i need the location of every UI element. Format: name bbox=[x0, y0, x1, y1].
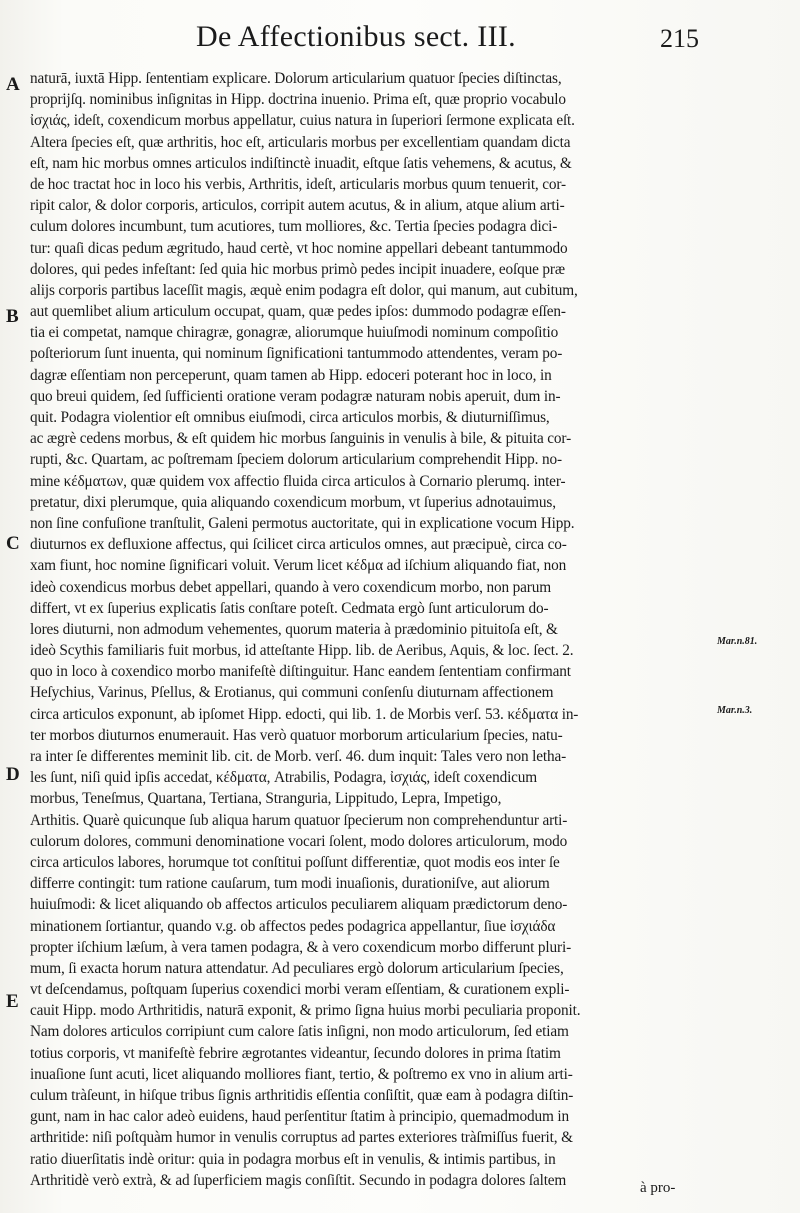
page-number: 215 bbox=[660, 24, 699, 53]
text-line: les ſunt, niſi quid ipſis accedat, κέδματα, Atrabilis, Podagra, ἰσχιάς, ideſt coxendicum bbox=[30, 769, 538, 787]
text-line: diuturnos ex defluxione affectus, qui ſcilicet circa articulos omnes, aut præcipuè, circa co- bbox=[30, 536, 567, 554]
text-line: Heſychius, Varinus, Pſellus, & Erotianus, qui communi conſenſu diuturnam affectionem bbox=[30, 684, 554, 702]
body-text bbox=[30, 68, 714, 1191]
text-line: Arthritidè verò extrà, & ad ſuperficiem magis conſiſtit. Secundo in podagra dolores ſaltem bbox=[30, 1171, 567, 1189]
text-line: tur: quaſi dicas pedum ægritudo, haud certè, vt hoc nomine appellari debeant tantummodo bbox=[30, 239, 568, 257]
text-line: ter morbos diuturnos enumerauit. Has verò quatuor morborum articularium ſpecies, natu- bbox=[30, 726, 563, 744]
margin-letter-b: B bbox=[6, 306, 19, 327]
text-line: minationem ſortiantur, quando v.g. ob affectos pedes podagrica appellantur, ſiue ἰσχιάδα bbox=[30, 917, 556, 935]
margin-letter-d: D bbox=[6, 764, 20, 785]
text-line: cauit Hipp. modo Arthritidis, naturā exponit, & primo ſigna huius morbi peculiaria proponit. bbox=[30, 1002, 581, 1020]
margin-letter-e: E bbox=[6, 991, 19, 1012]
text-line: Arthitis. Quarè quicunque ſub aliqua harum quatuor ſpecierum non comprehenduntur arti- bbox=[30, 811, 568, 829]
text-line: culorum dolores, communi denominatione vocari ſolent, modo dolores articulorum, modo bbox=[30, 832, 568, 850]
text-line: de hoc tractat hoc in loco his verbis, Arthritis, ideſt, articularis morbus quum tenuerit, cor- bbox=[30, 175, 566, 193]
text-line: poſteriorum ſunt inuenta, qui nominum ſignificationi tantummodo attendentes, veram po- bbox=[30, 345, 563, 363]
text-line: pretatur, dixi plerumque, quia aliquando coxendicum morbum, vt ſuperius adnotauimus, bbox=[30, 493, 556, 511]
catchword: à pro- bbox=[640, 1180, 676, 1196]
running-head: De Affectionibus sect. III. bbox=[196, 20, 516, 53]
text-line: xam fiunt, hoc nomine ſignificari voluit. Verum licet κέδμα ad iſchium aliquando fiat, non bbox=[30, 557, 567, 575]
text-line: Nam dolores articulos corripiunt cum calore ſatis inſigni, non modo articulorum, ſed etiam bbox=[30, 1023, 569, 1041]
text-line: differre contingit: tum ratione cauſarum, tum modi inuaſionis, durationiſve, aut aliorum bbox=[30, 875, 550, 893]
text-line: quo breui quidem, ſed ſufficienti oratione veram podagræ naturam nobis aperuit, dum in- bbox=[30, 387, 561, 405]
text-line: circa articulos exponunt, ab ipſomet Hipp. edocti, qui lib. 1. de Morbis verſ. 53. κέδματα in- bbox=[30, 705, 579, 723]
text-line: huiuſmodi: & licet aliquando ob affectos articulos peculiarem aliquam prædictorum deno- bbox=[30, 896, 568, 914]
text-line: Altera ſpecies eſt, quæ arthritis, hoc eſt, articularis morbus per excellentiam quandam dicta bbox=[30, 133, 571, 151]
text-line: culum tràſeunt, in hiſque tribus ſignis arthritidis eſſentia conſiſtit, quæ eam à podagra diſtin- bbox=[30, 1087, 574, 1104]
text-line: ripit calor, & dolor corporis, articulos, corripit autem acutus, & in alium, atque alium arti- bbox=[30, 197, 565, 215]
text-line: morbus, Teneſmus, Quartana, Tertiana, Stranguria, Lippitudo, Lepra, Impetigo, bbox=[30, 790, 502, 808]
text-line: mine κέδματων, quæ quidem vox affectio fluida circa articulos à Cornario plerumq. inter- bbox=[30, 472, 566, 490]
text-line: culum dolores incumbunt, tum acutiores, tum molliores, &c. Tertia ſpecies podagra dici- bbox=[30, 218, 558, 236]
text-line: ideò coxendicus morbus debet appellari, quando à vero coxendicum morbo, non parum bbox=[30, 578, 551, 596]
text-line: propter iſchium læſum, à vera tamen podagra, & à vero coxendicum morbo differunt pluri- bbox=[30, 938, 572, 956]
margin-note-2: Mar.n.3. bbox=[717, 705, 753, 716]
text-line: proprijſq. nominibus inſignitas in Hipp. doctrina inuenio. Prima eſt, quæ proprio vocabulo bbox=[30, 91, 566, 109]
text-line: dolores, qui pedes infeſtant: ſed quia hic morbus primò pedes incipit inuadere, eoſque præ bbox=[30, 260, 565, 278]
text-line: eſt, nam hic morbus omnes articulos indiſtinctè inuadit, eſtque ſatis vehemens, & acutus, & bbox=[30, 154, 572, 172]
text-line: alijs corporis partibus laceſſit magis, æquè enim podagra eſt dolor, qui manum, aut cubitum, bbox=[30, 281, 578, 299]
text-line: lores diuturni, non admodum vehementes, quorum materia à prædominio pituitoſa eſt, & bbox=[30, 620, 558, 638]
text-line: quo in loco à coxendico morbo manifeſtè diſtinguitur. Hanc eandem ſententiam confirmant bbox=[30, 663, 571, 681]
text-line: quit. Podagra violentior eſt omnibus eiuſmodi, circa articulos morbis, & diuturniſſimus, bbox=[30, 409, 550, 426]
text-line: ra inter ſe differentes meminit lib. cit. de Morb. verſ. 46. dum inquit: Tales vero non letha- bbox=[30, 748, 567, 765]
text-line: totius corporis, vt manifeſtè febrire ægrotantes videantur, ſecundo dolores in prima ſtatim bbox=[30, 1044, 561, 1062]
text-line: arthritide: niſi poſtquàm humor in venulis corruptus ad partes exteriores tràſmiſſus fuerit, & bbox=[30, 1129, 573, 1147]
text-line: differt, vt ex ſuperius explicatis ſatis conſtare poteſt. Cedmata ergò ſunt articulorum do- bbox=[30, 599, 549, 617]
margin-letter-c: C bbox=[6, 533, 20, 554]
margin-note-1: Mar.n.81. bbox=[717, 636, 758, 647]
text-line: non ſine confuſione tranſtulit, Galeni permotus auctoritate, qui in explicatione vocum Hipp. bbox=[30, 514, 575, 532]
text-line: rupti, &c. Quartam, ac poſtremam ſpeciem dolorum articularium comprehendit Hipp. no- bbox=[30, 451, 562, 469]
text-line: aut quemlibet alium articulum occupat, quam, quæ pedes ipſos: dummodo podagræ eſſen- bbox=[30, 303, 566, 321]
text-line: ideò Scythis familiaris fuit morbus, id atteſtante Hipp. lib. de Aeribus, Aquis, & loc. ſect. 2. bbox=[30, 642, 574, 660]
text-line: inuaſione ſunt acuti, licet aliquando molliores fiant, tertio, & poſtremo ex vno in alium arti- bbox=[30, 1065, 573, 1083]
text-line: circa articulos labores, horumque tot conſtitui poſſunt differentiæ, quot modis eos inter ſe bbox=[30, 853, 560, 871]
page-header bbox=[0, 14, 800, 64]
margin-letter-a: A bbox=[6, 74, 20, 95]
text-line: naturā, iuxtā Hipp. ſententiam explicare. Dolorum articularium quatuor ſpecies diſtinctas, bbox=[30, 70, 562, 87]
text-line: ratio diuerſitatis indè oritur: quia in podagra morbus eſt in venulis, & intimis partibus, in bbox=[30, 1150, 556, 1168]
text-line: mum, ſi exacta horum natura attendatur. Ad peculiares ergò dolorum articularium ſpecies, bbox=[30, 959, 564, 977]
text-line: dagræ eſſentiam non perceperunt, quam tamen ab Hipp. edoceri poterant hoc in loco, in bbox=[30, 366, 552, 384]
text-line: vt deſcendamus, poſtquam ſuperius coxendici morbi veram eſſentiam, & curationem expli- bbox=[30, 981, 570, 999]
text-line: tia ei competat, namque chiragræ, gonagræ, aliorumque huiuſmodi nominum compoſitio bbox=[30, 324, 559, 342]
text-line: gunt, nam in hac calor adeò euidens, haud perſentitur ſtatim à principio, quemadmodum in bbox=[30, 1108, 570, 1126]
text-line: ἰσχιάς, ideſt, coxendicum morbus appellatur, cuius natura in ſuperiori ſermone explicata eſt. bbox=[30, 112, 575, 130]
text-line: ac ægrè cedens morbus, & eſt quidem hic morbus ſanguinis in venulis à bile, & pituita cor- bbox=[30, 430, 572, 448]
